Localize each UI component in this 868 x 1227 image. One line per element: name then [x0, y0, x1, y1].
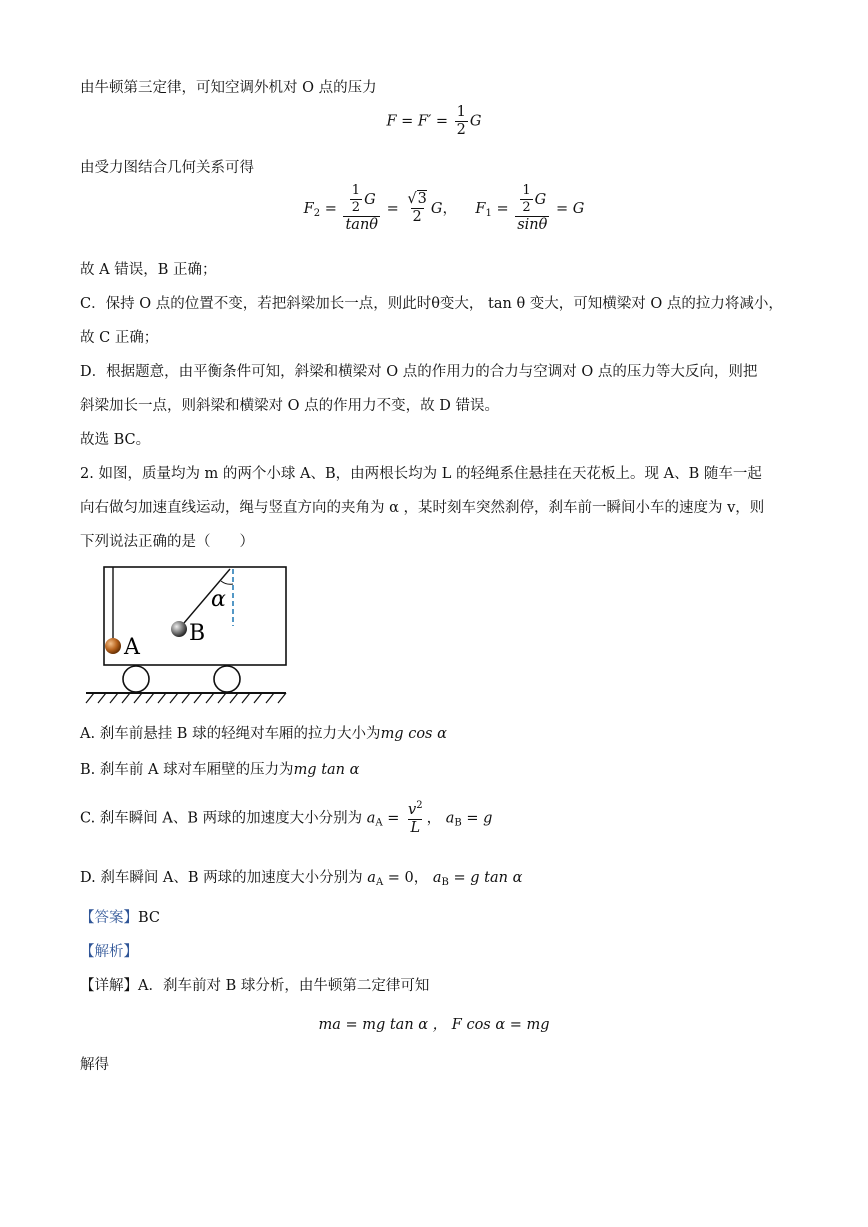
fraction-half: $\frac{1}{2}$ — [456, 104, 466, 138]
solve-line: 解得 — [80, 1057, 109, 1073]
option-d: D. 刹车瞬间 A、B 两球的加速度大小分别为 $a_A = 0$， $a_B = g$ tan α — [80, 870, 523, 888]
text-line: 故 A 错误，B 正确； — [80, 262, 217, 278]
ball-a — [105, 638, 121, 654]
equation-f1-f2: $F_2$ = $\frac{1}{2}$ G tanθ = $\frac{√3}{2}$ G， $F_1$ = $\frac{1}{2}$ G sinθ = G — [303, 183, 585, 233]
answer-line — [80, 906, 160, 927]
eq-lhs: F = F′ = — [386, 113, 449, 130]
question-text: 向右做匀加速直线运动，绳与竖直方向的夹角为 α ，某时刻车突然刹停，刹车前一瞬间小车的速度为 v，则 — [80, 500, 765, 516]
answer-label: 【答案】 — [80, 910, 138, 926]
label-a: A — [124, 635, 140, 660]
label-b: B — [189, 621, 206, 646]
equation-newton: ma = mg tan α ， F cos α = mg — [318, 1017, 550, 1033]
wheel-left — [123, 666, 149, 692]
wheel-right — [214, 666, 240, 692]
label-alpha: α — [211, 587, 226, 612]
text-line: 由牛顿第三定律，可知空调外机对 O 点的压力 — [80, 80, 377, 96]
option-c: C. 刹车瞬间 A、B 两球的加速度大小分别为 $a_A$ = $\frac{v^2}{L}$ ， $a_B = g$ — [80, 800, 493, 836]
detail-line: 【详解】A．刹车前对 B 球分析，由牛顿第二定律可知 — [80, 978, 430, 994]
answer-value: BC — [138, 910, 161, 926]
text-line: 故 C 正确； — [80, 330, 159, 346]
fraction-v2-l: $\frac{v^2}{L}$ — [408, 800, 423, 836]
eq-rhs: G — [469, 113, 482, 130]
angle-arc — [221, 581, 233, 584]
text-line: 由受力图结合几何关系可得 — [80, 160, 254, 176]
text-line: D．根据题意，由平衡条件可知，斜梁和横梁对 O 点的作用力的合力与空调对 O 点的压力等大反向，则把 — [80, 364, 758, 380]
fraction-f2: $\frac{1}{2}$ G tanθ — [345, 183, 379, 233]
question-text: 下列说法正确的是（ ） — [80, 534, 254, 550]
fraction-sqrt3: $\frac{√3}{2}$ — [407, 191, 427, 226]
text-line: 斜梁加长一点，则斜梁和横梁对 O 点的作用力不变，故 D 错误。 — [80, 398, 499, 414]
text-line: 故选 BC。 — [80, 432, 151, 448]
fraction-f1: $\frac{1}{2}$ G sinθ — [517, 183, 548, 233]
question-text: 2. 如图，质量均为 m 的两个小球 A、B，由两根长均为 L 的轻绳系住悬挂在天花板上。现 A、B 随车一起 — [80, 466, 762, 482]
option-b: B. 刹车前 A 球对车厢壁的压力为mg tan α — [80, 762, 360, 778]
ball-b — [171, 621, 187, 637]
cart-figure — [80, 560, 295, 710]
option-a: A. 刹车前悬挂 B 球的轻绳对车厢的拉力大小为mg cos α — [80, 726, 447, 742]
ground-hatching — [86, 693, 286, 703]
analysis-label: 【解析】 — [80, 944, 138, 960]
text-line: C．保持 O 点的位置不变，若把斜梁加长一点，则此时θ变大， tan θ 变大，可知横梁对 O 点的拉力将减小， — [80, 296, 783, 312]
equation-force — [0, 104, 868, 139]
